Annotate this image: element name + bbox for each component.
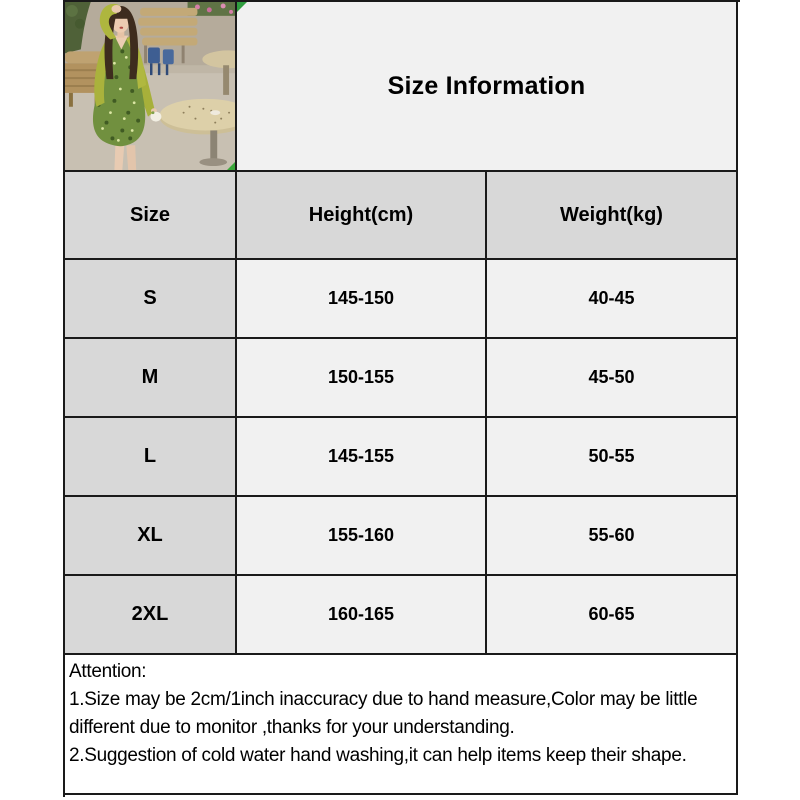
weight-value-m: 45-50 xyxy=(487,339,738,418)
product-photo xyxy=(65,2,235,170)
size-sheet-table xyxy=(63,0,740,797)
height-value-xl: 155-160 xyxy=(237,497,487,576)
column-header-height: Height(cm) xyxy=(237,172,487,260)
attention-line-2: different due to monitor ,thanks for your understanding. xyxy=(69,717,515,738)
corner-marker-icon xyxy=(237,2,247,12)
size-label-l: L xyxy=(65,418,237,497)
photo-corner-marker-icon xyxy=(227,162,235,170)
column-header-size: Size xyxy=(65,172,237,260)
attention-line-1: 1.Size may be 2cm/1inch inaccuracy due to hand measure,Color may be little xyxy=(69,689,698,710)
height-value-2xl: 160-165 xyxy=(237,576,487,655)
title-cell xyxy=(237,2,738,172)
weight-value-2xl: 60-65 xyxy=(487,576,738,655)
size-label-xl: XL xyxy=(65,497,237,576)
attention-notes xyxy=(65,655,738,795)
size-label-2xl: 2XL xyxy=(65,576,237,655)
attention-heading: Attention: xyxy=(69,661,147,682)
page-title: Size Information xyxy=(387,71,586,100)
weight-value-l: 50-55 xyxy=(487,418,738,497)
product-photo-cell xyxy=(65,2,237,172)
weight-value-xl: 55-60 xyxy=(487,497,738,576)
weight-value-s: 40-45 xyxy=(487,260,738,339)
size-label-s: S xyxy=(65,260,237,339)
height-value-s: 145-150 xyxy=(237,260,487,339)
column-header-weight: Weight(kg) xyxy=(487,172,738,260)
height-value-l: 145-155 xyxy=(237,418,487,497)
height-value-m: 150-155 xyxy=(237,339,487,418)
size-label-m: M xyxy=(65,339,237,418)
attention-line-3: 2.Suggestion of cold water hand washing,it can help items keep their shape. xyxy=(69,745,687,766)
